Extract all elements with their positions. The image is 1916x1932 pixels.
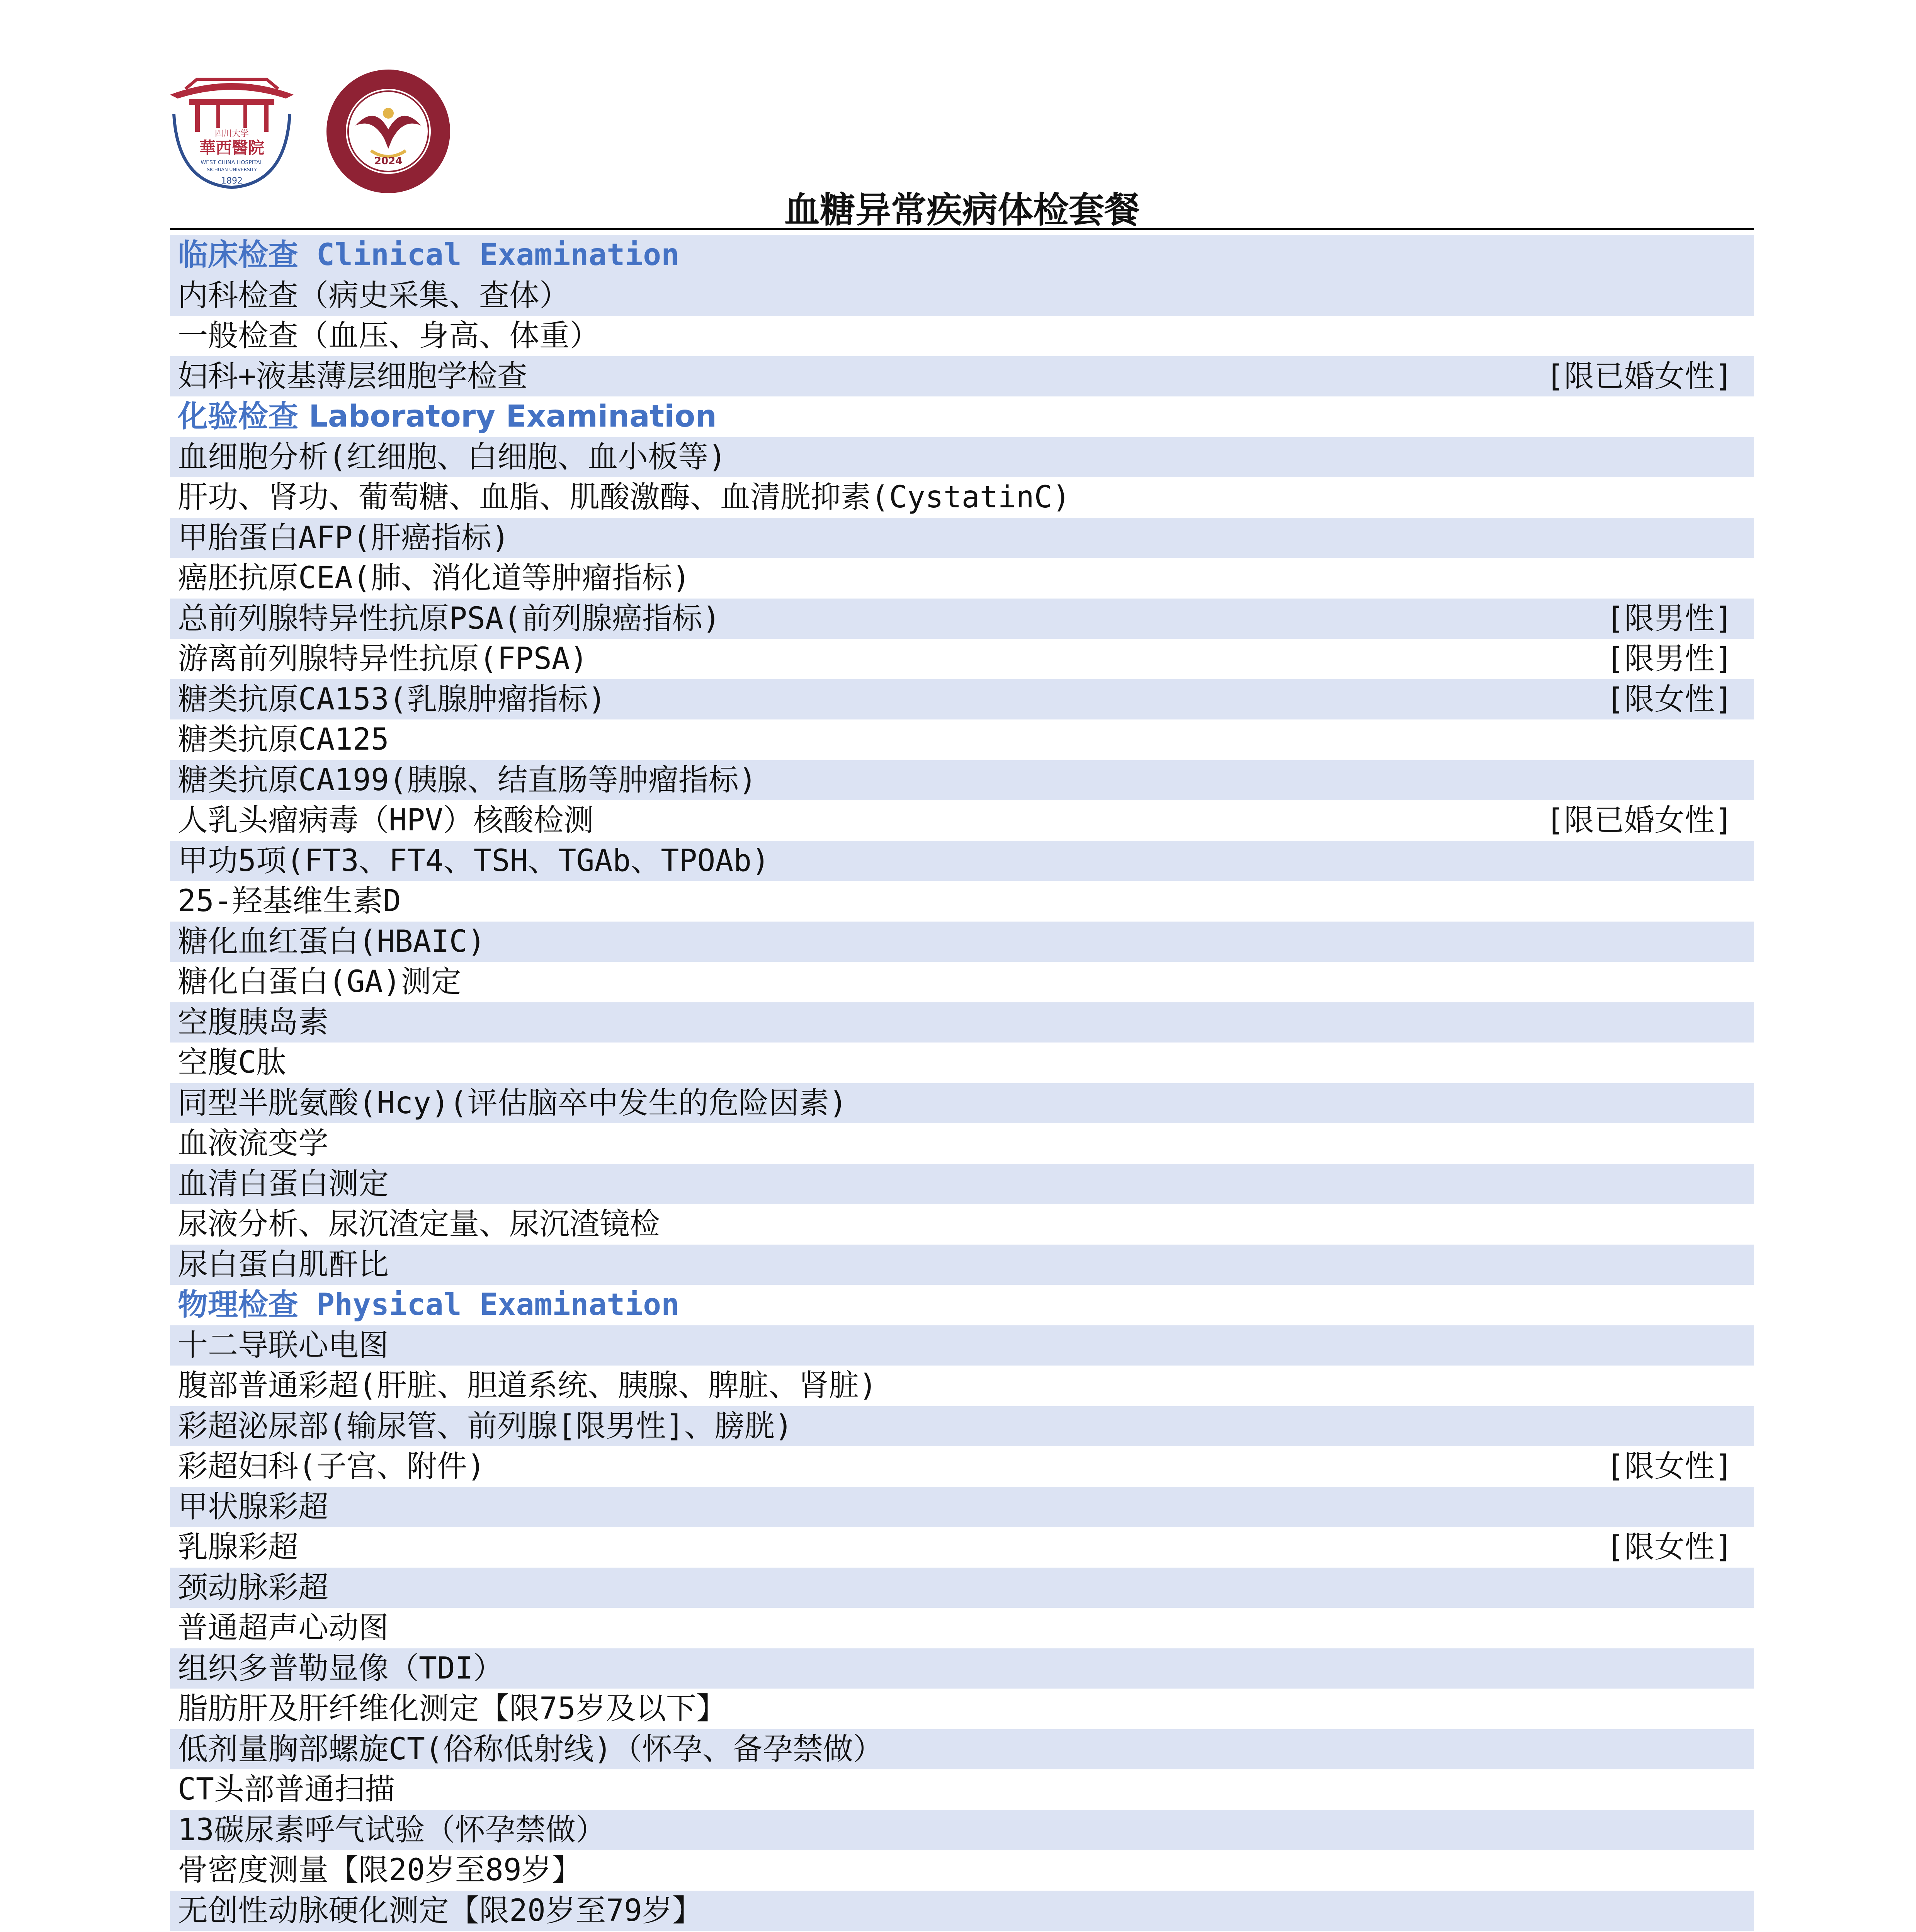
exam-item-name: 组织多普勒显像（TDI） xyxy=(178,1651,503,1686)
exam-item-name: 人乳头瘤病毒（HPV）核酸检测 xyxy=(178,803,594,838)
title-divider xyxy=(170,228,1754,230)
exam-item-name: 肝功、肾功、葡萄糖、血脂、肌酸激酶、血清胱抑素(CystatinC) xyxy=(178,480,1071,515)
section-header-row xyxy=(170,1285,1754,1325)
table-row xyxy=(170,962,1754,1002)
exam-item-name: 癌胚抗原CEA(肺、消化道等肿瘤指标) xyxy=(178,561,690,595)
exam-item-table xyxy=(170,235,1754,1932)
exam-item-name: 空腹C肽 xyxy=(178,1045,286,1080)
table-row xyxy=(170,1325,1754,1366)
table-row xyxy=(170,1568,1754,1608)
gender-restriction-note: [限女性] xyxy=(1606,1449,1733,1484)
exam-item-name: 血细胞分析(红细胞、白细胞、血小板等) xyxy=(178,439,726,474)
gender-restriction-note: [限男性] xyxy=(1606,641,1733,676)
exam-item-name: 彩超泌尿部(输尿管、前列腺[限男性]、膀胱) xyxy=(178,1408,793,1444)
exam-item-name: 空腹胰岛素 xyxy=(178,1005,329,1040)
svg-text:WEST CHINA HOSPITAL: WEST CHINA HOSPITAL xyxy=(201,160,263,166)
exam-item-name: 13碳尿素呼气试验（怀孕禁做） xyxy=(178,1812,606,1847)
table-row xyxy=(170,1123,1754,1164)
exam-item-name: 脂肪肝及肝纤维化测定【限75岁及以下】 xyxy=(178,1691,726,1726)
table-row xyxy=(170,1245,1754,1285)
section-header-row xyxy=(170,396,1754,437)
exam-item-name: 甲胎蛋白AFP(肝癌指标) xyxy=(178,520,510,555)
exam-item-name: CT头部普通扫描 xyxy=(178,1772,395,1807)
table-row xyxy=(170,1729,1754,1770)
table-row xyxy=(170,1850,1754,1891)
svg-text:2024: 2024 xyxy=(374,155,403,167)
table-row xyxy=(170,760,1754,801)
table-row xyxy=(170,679,1754,720)
exam-item-name: 妇科+液基薄层细胞学检查 xyxy=(178,359,527,394)
gender-restriction-note: [限男性] xyxy=(1606,601,1733,636)
section-header-row xyxy=(170,235,1754,276)
table-row xyxy=(170,719,1754,760)
table-row xyxy=(170,1689,1754,1729)
table-row xyxy=(170,1164,1754,1204)
table-row xyxy=(170,276,1754,316)
exam-item-name: 25-羟基维生素D xyxy=(178,884,401,918)
section-title: 临床检查 Clinical Examination xyxy=(178,238,680,272)
exam-item-name: 甲功5项(FT3、FT4、TSH、TGAb、TPOAb) xyxy=(178,843,770,878)
exam-item-name: 同型半胱氨酸(Hcy)(评估脑卒中发生的危险因素) xyxy=(178,1085,847,1121)
svg-text:華西醫院: 華西醫院 xyxy=(199,138,265,157)
table-row xyxy=(170,1043,1754,1083)
table-row xyxy=(170,1769,1754,1810)
exam-item-name: 腹部普通彩超(肝脏、胆道系统、胰腺、脾脏、肾脏) xyxy=(178,1368,877,1403)
table-row xyxy=(170,1406,1754,1447)
table-row xyxy=(170,1487,1754,1527)
table-row xyxy=(170,1648,1754,1689)
exam-item-name: 总前列腺特异性抗原PSA(前列腺癌指标) xyxy=(178,601,721,636)
section-title: 物理检查 Physical Examination xyxy=(178,1287,680,1322)
svg-text:四川大学: 四川大学 xyxy=(214,129,249,139)
exam-item-name: 无创性动脉硬化测定【限20岁至79岁】 xyxy=(178,1893,702,1928)
exam-item-name: 颈动脉彩超 xyxy=(178,1570,329,1605)
table-row xyxy=(170,1083,1754,1124)
table-row xyxy=(170,1204,1754,1245)
exam-item-name: 游离前列腺特异性抗原(FPSA) xyxy=(178,641,588,676)
table-row xyxy=(170,1527,1754,1568)
svg-text:1892: 1892 xyxy=(221,176,243,186)
gender-restriction-note: [限女性] xyxy=(1606,1530,1733,1565)
table-row xyxy=(170,1608,1754,1648)
exam-item-name: 糖化血红蛋白(HBAIC) xyxy=(178,924,486,959)
exam-item-name: 糖类抗原CA125 xyxy=(178,722,389,757)
table-row xyxy=(170,518,1754,558)
table-row xyxy=(170,1891,1754,1931)
table-row xyxy=(170,558,1754,599)
table-row xyxy=(170,1810,1754,1850)
table-row xyxy=(170,1446,1754,1487)
table-row xyxy=(170,437,1754,478)
page-title: 血糖异常疾病体检套餐 xyxy=(784,189,1140,231)
exam-item-name: 糖类抗原CA199(胰腺、结直肠等肿瘤指标) xyxy=(178,762,757,798)
table-row xyxy=(170,1002,1754,1043)
exam-item-name: 彩超妇科(子宫、附件) xyxy=(178,1449,485,1484)
table-row xyxy=(170,356,1754,397)
gender-restriction-note: [限已婚女性] xyxy=(1546,359,1733,394)
exam-item-name: 乳腺彩超 xyxy=(178,1530,299,1565)
exam-item-name: 普通超声心动图 xyxy=(178,1611,389,1645)
west-china-hospital-logo xyxy=(162,68,301,195)
table-row xyxy=(170,800,1754,841)
exam-item-name: 血液流变学 xyxy=(178,1126,329,1161)
table-row xyxy=(170,599,1754,639)
svg-text:SICHUAN UNIVERSITY: SICHUAN UNIVERSITY xyxy=(207,167,257,172)
exam-item-name: 十二导联心电图 xyxy=(178,1328,389,1363)
exam-item-name: 糖类抗原CA153(乳腺肿瘤指标) xyxy=(178,682,606,717)
table-row xyxy=(170,316,1754,356)
exam-item-name: 一般检查（血压、身高、体重） xyxy=(178,318,600,353)
exam-item-name: 低剂量胸部螺旋CT(俗称低射线)（怀孕、备孕禁做） xyxy=(178,1731,883,1767)
table-row xyxy=(170,1366,1754,1406)
exam-item-name: 骨密度测量【限20岁至89岁】 xyxy=(178,1853,582,1888)
section-title: 化验检查 Laboratory Examination xyxy=(178,399,717,434)
table-row xyxy=(170,881,1754,922)
logo-group xyxy=(162,68,471,195)
gender-restriction-note: [限已婚女性] xyxy=(1546,803,1733,838)
exam-item-name: 甲状腺彩超 xyxy=(178,1489,329,1524)
exam-item-name: 血清白蛋白测定 xyxy=(178,1166,389,1201)
table-row xyxy=(170,841,1754,881)
exam-item-name: 糖化白蛋白(GA)测定 xyxy=(178,964,461,999)
table-row xyxy=(170,477,1754,518)
table-row xyxy=(170,639,1754,679)
exam-item-name: 尿液分析、尿沉渣定量、尿沉渣镜检 xyxy=(178,1207,660,1242)
exam-item-name: 尿白蛋白肌酐比 xyxy=(178,1247,389,1282)
gender-restriction-note: [限女性] xyxy=(1606,682,1733,717)
table-row xyxy=(170,922,1754,962)
exam-item-name: 内科检查（病史采集、查体） xyxy=(178,278,570,313)
hospital-emblem-logo xyxy=(325,68,452,195)
